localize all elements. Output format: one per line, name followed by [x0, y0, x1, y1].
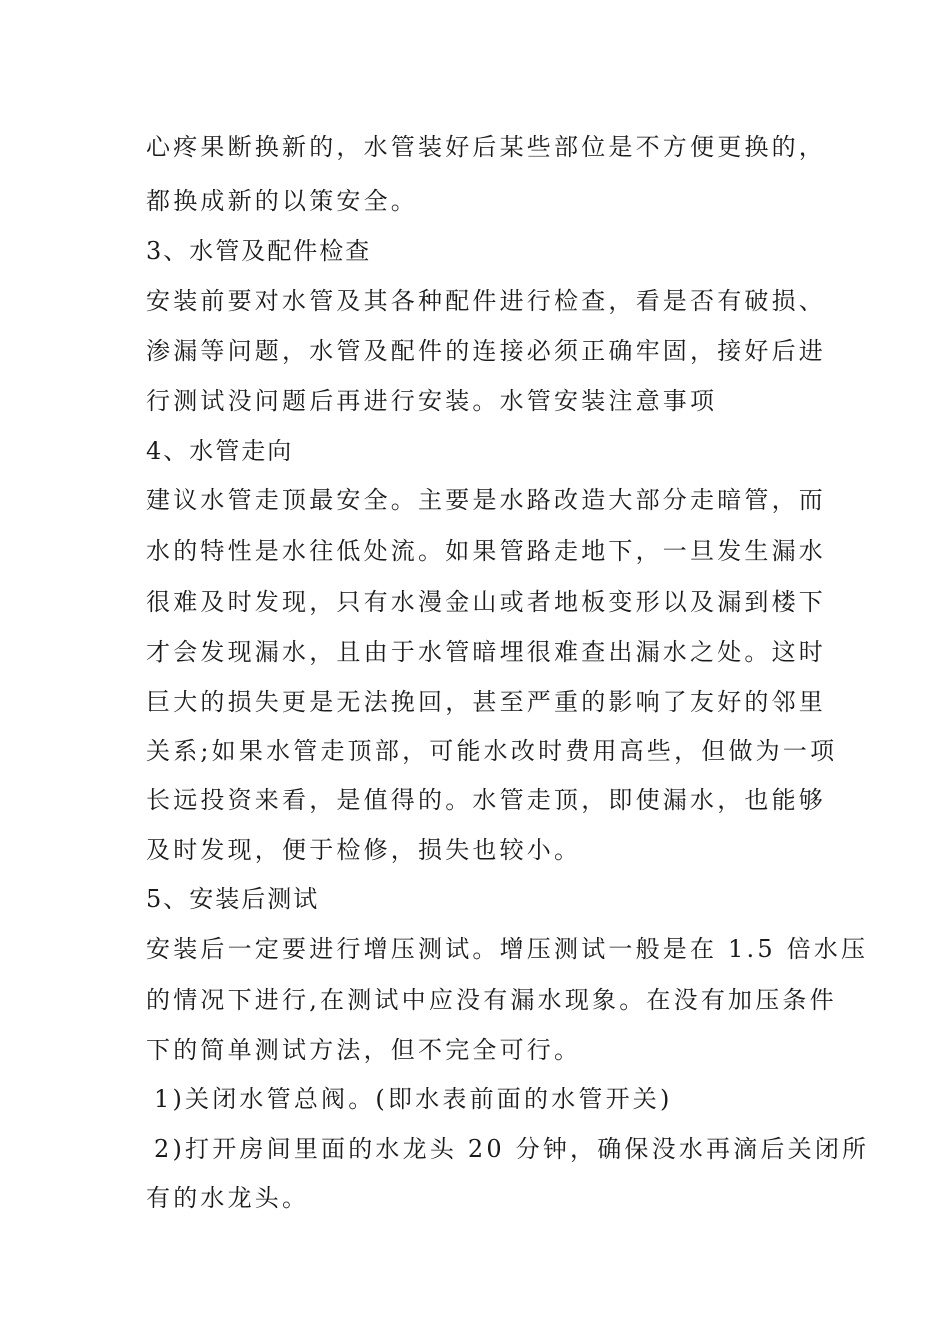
paragraph-line: 很难及时发现，只有水漫金山或者地板变形以及漏到楼下: [146, 588, 826, 616]
paragraph-line: 都换成新的以策安全。: [146, 187, 418, 215]
paragraph-line: 安装后一定要进行增压测试。增压测试一般是在 1.5 倍水压: [146, 935, 869, 963]
list-item-1: 1)关闭水管总阀。(即水表前面的水管开关): [154, 1085, 673, 1113]
list-item-2: 2)打开房间里面的水龙头 20 分钟，确保没水再滴后关闭所: [154, 1135, 870, 1163]
paragraph-line: 及时发现，便于检修，损失也较小。: [146, 836, 582, 864]
paragraph-line: 渗漏等问题，水管及配件的连接必须正确牢固，接好后进: [146, 337, 826, 365]
paragraph-line: 心疼果断换新的，水管装好后某些部位是不方便更换的，: [146, 133, 826, 161]
section-heading-5: 5、安装后测试: [146, 885, 320, 913]
paragraph-line: 安装前要对水管及其各种配件进行检查，看是否有破损、: [146, 287, 826, 315]
section-heading-3: 3、水管及配件检查: [146, 237, 372, 265]
paragraph-line: 水的特性是水往低处流。如果管路走地下，一旦发生漏水: [146, 537, 826, 565]
paragraph-line: 长远投资来看，是值得的。水管走顶，即使漏水，也能够: [146, 786, 826, 814]
paragraph-line: 建议水管走顶最安全。主要是水路改造大部分走暗管，而: [146, 486, 826, 514]
paragraph-line: 的情况下进行,在测试中应没有漏水现象。在没有加压条件: [146, 986, 837, 1014]
paragraph-line: 行测试没问题后再进行安装。水管安装注意事项: [146, 387, 718, 415]
paragraph-line: 巨大的损失更是无法挽回，甚至严重的影响了友好的邻里: [146, 688, 826, 716]
paragraph-line: 下的简单测试方法，但不完全可行。: [146, 1036, 582, 1064]
section-heading-4: 4、水管走向: [146, 437, 294, 465]
paragraph-line: 关系;如果水管走顶部，可能水改时费用高些，但做为一项: [146, 737, 838, 765]
paragraph-line: 才会发现漏水，且由于水管暗埋很难查出漏水之处。这时: [146, 638, 826, 666]
paragraph-line: 有的水龙头。: [146, 1184, 310, 1212]
